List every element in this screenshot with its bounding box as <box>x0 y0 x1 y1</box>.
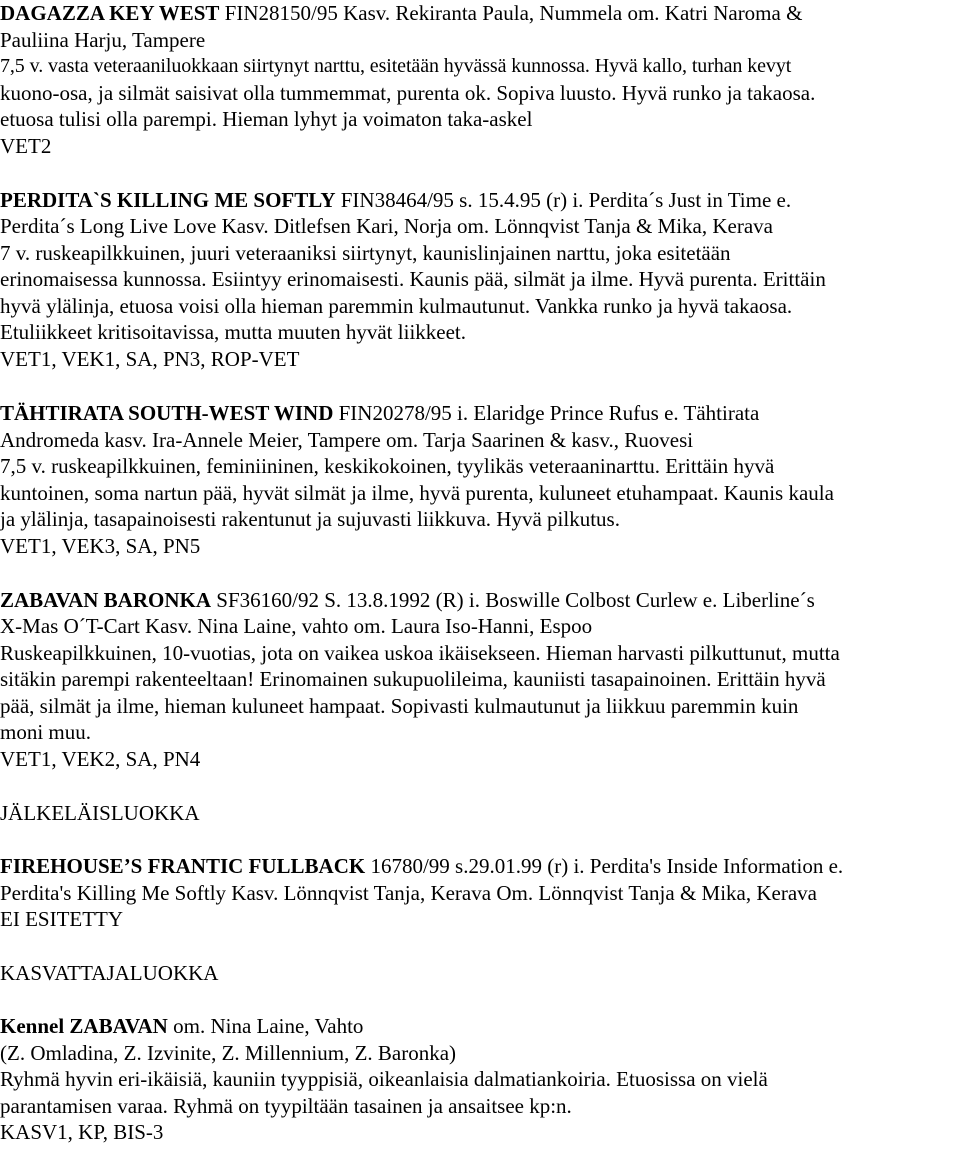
entry-registration: SF36160/92 S. 13.8.1992 (R) i. Boswille Colbost Curlew e. Liberline´s <box>211 588 815 612</box>
entry-text-line: erinomaisessa kunnossa. Esiintyy erinomaisesti. Kaunis pää, silmät ja ilme. Hyvä purenta. Erittäin <box>0 267 826 291</box>
entry-result: VET2 <box>0 134 52 158</box>
dog-name: DAGAZZA KEY WEST <box>0 1 220 25</box>
section-heading-kasvattajaluokka: KASVATTAJALUOKKA <box>0 961 219 985</box>
entry-result: VET1, VEK3, SA, PN5 <box>0 534 201 558</box>
entry-text-line: 7 v. ruskeapilkkuinen, juuri veteraaniksi siirtynyt, kaunislinjainen narttu, joka esitetään <box>0 241 731 265</box>
dog-name: PERDITA`S KILLING ME SOFTLY <box>0 188 336 212</box>
entry-text-line: Perdita's Killing Me Softly Kasv. Lönnqvist Tanja, Kerava Om. Lönnqvist Tanja & Mika, Kerava <box>0 881 817 905</box>
entry-text-line: Pauliina Harju, Tampere <box>0 28 206 52</box>
section-heading-jalkelaisluokka: JÄLKELÄISLUOKKA <box>0 801 200 825</box>
dog-name: TÄHTIRATA SOUTH-WEST WIND <box>0 401 334 425</box>
entry-text-line: hyvä ylälinja, etuosa voisi olla hieman paremmin kulmautunut. Vankka runko ja hyvä takaosa. <box>0 294 793 318</box>
entry-result: VET1, VEK1, SA, PN3, ROP-VET <box>0 347 300 371</box>
entry-text-line: sitäkin parempi rakenteeltaan! Erinomainen sukupuolileima, kauniisti tasapainoinen. Erittäin hyvä <box>0 667 826 691</box>
entry-result: EI ESITETTY <box>0 907 124 931</box>
entry-text-line: kuntoinen, soma nartun pää, hyvät silmät ja ilme, hyvä purenta, kuluneet etuhampaat. Kaunis kaula <box>0 481 834 505</box>
entry-registration: FIN28150/95 Kasv. Rekiranta Paula, Nummela om. Katri Naroma & <box>219 1 803 25</box>
entry-registration: FIN38464/95 s. 15.4.95 (r) i. Perdita´s Just in Time e. <box>335 188 792 212</box>
entry-text-line: 7,5 v. ruskeapilkkuinen, feminiininen, keskikokoinen, tyylikäs veteraaninarttu. Erittäin hyvä <box>0 454 775 478</box>
entry-heading <box>0 1 802 25</box>
entry-text-line: pää, silmät ja ilme, hieman kuluneet hampaat. Sopivasti kulmautunut ja liikkuu paremmin kuin <box>0 694 799 718</box>
entry-heading <box>0 1014 363 1038</box>
entry-text-line: kuono-osa, ja silmät saisivat olla tummemmat, purenta ok. Sopiva luusto. Hyvä runko ja takaosa. <box>0 81 816 105</box>
entry-result: VET1, VEK2, SA, PN4 <box>0 747 201 771</box>
entry-heading <box>0 401 759 425</box>
entry-registration: FIN20278/95 i. Elaridge Prince Rufus e. Tähtirata <box>333 401 760 425</box>
entry-heading <box>0 188 791 212</box>
entry-text-line: 7,5 v. vasta veteraaniluokkaan siirtynyt narttu, esitetään hyvässä kunnossa. Hyvä kallo, turhan kevyt <box>0 55 792 77</box>
entry-text-line: etuosa tulisi olla parempi. Hieman lyhyt ja voimaton taka-askel <box>0 107 533 131</box>
entry-text-line: X-Mas O´T-Cart Kasv. Nina Laine, vahto om. Laura Iso-Hanni, Espoo <box>0 614 593 638</box>
entry-text-line: Ruskeapilkkuinen, 10-vuotias, jota on vaikea uskoa ikäisekseen. Hieman harvasti pilkuttunut, mutta <box>0 641 840 665</box>
entry-text-line: parantamisen varaa. Ryhmä on tyypiltään tasainen ja ansaitsee kp:n. <box>0 1094 572 1118</box>
entry-text-line: Perdita´s Long Live Love Kasv. Ditlefsen Kari, Norja om. Lönnqvist Tanja & Mika, Kerava <box>0 214 774 238</box>
entry-text-line: moni muu. <box>0 720 92 744</box>
kennel-name: Kennel ZABAVAN <box>0 1014 168 1038</box>
entry-heading <box>0 854 843 878</box>
entry-text-line: Andromeda kasv. Ira-Annele Meier, Tampere om. Tarja Saarinen & kasv., Ruovesi <box>0 428 694 452</box>
dog-name: ZABAVAN BARONKA <box>0 588 212 612</box>
entry-registration: 16780/99 s.29.01.99 (r) i. Perdita's Inside Information e. <box>365 854 844 878</box>
entry-text-line: Ryhmä hyvin eri-ikäisiä, kauniin tyyppisiä, oikeanlaisia dalmatiankoiria. Etuosissa on vielä <box>0 1067 768 1091</box>
entry-text-line: (Z. Omladina, Z. Izvinite, Z. Millennium, Z. Baronka) <box>0 1041 457 1065</box>
entry-result: KASV1, KP, BIS-3 <box>0 1120 164 1144</box>
entry-heading <box>0 588 815 612</box>
entry-text-line: Etuliikkeet kritisoitavissa, mutta muuten hyvät liikkeet. <box>0 320 466 344</box>
dog-name: FIREHOUSE’S FRANTIC FULLBACK <box>0 854 366 878</box>
entry-registration: om. Nina Laine, Vahto <box>167 1014 364 1038</box>
entry-text-line: ja ylälinja, tasapainoisesti rakentunut ja sujuvasti liikkuva. Hyvä pilkutus. <box>0 507 620 531</box>
